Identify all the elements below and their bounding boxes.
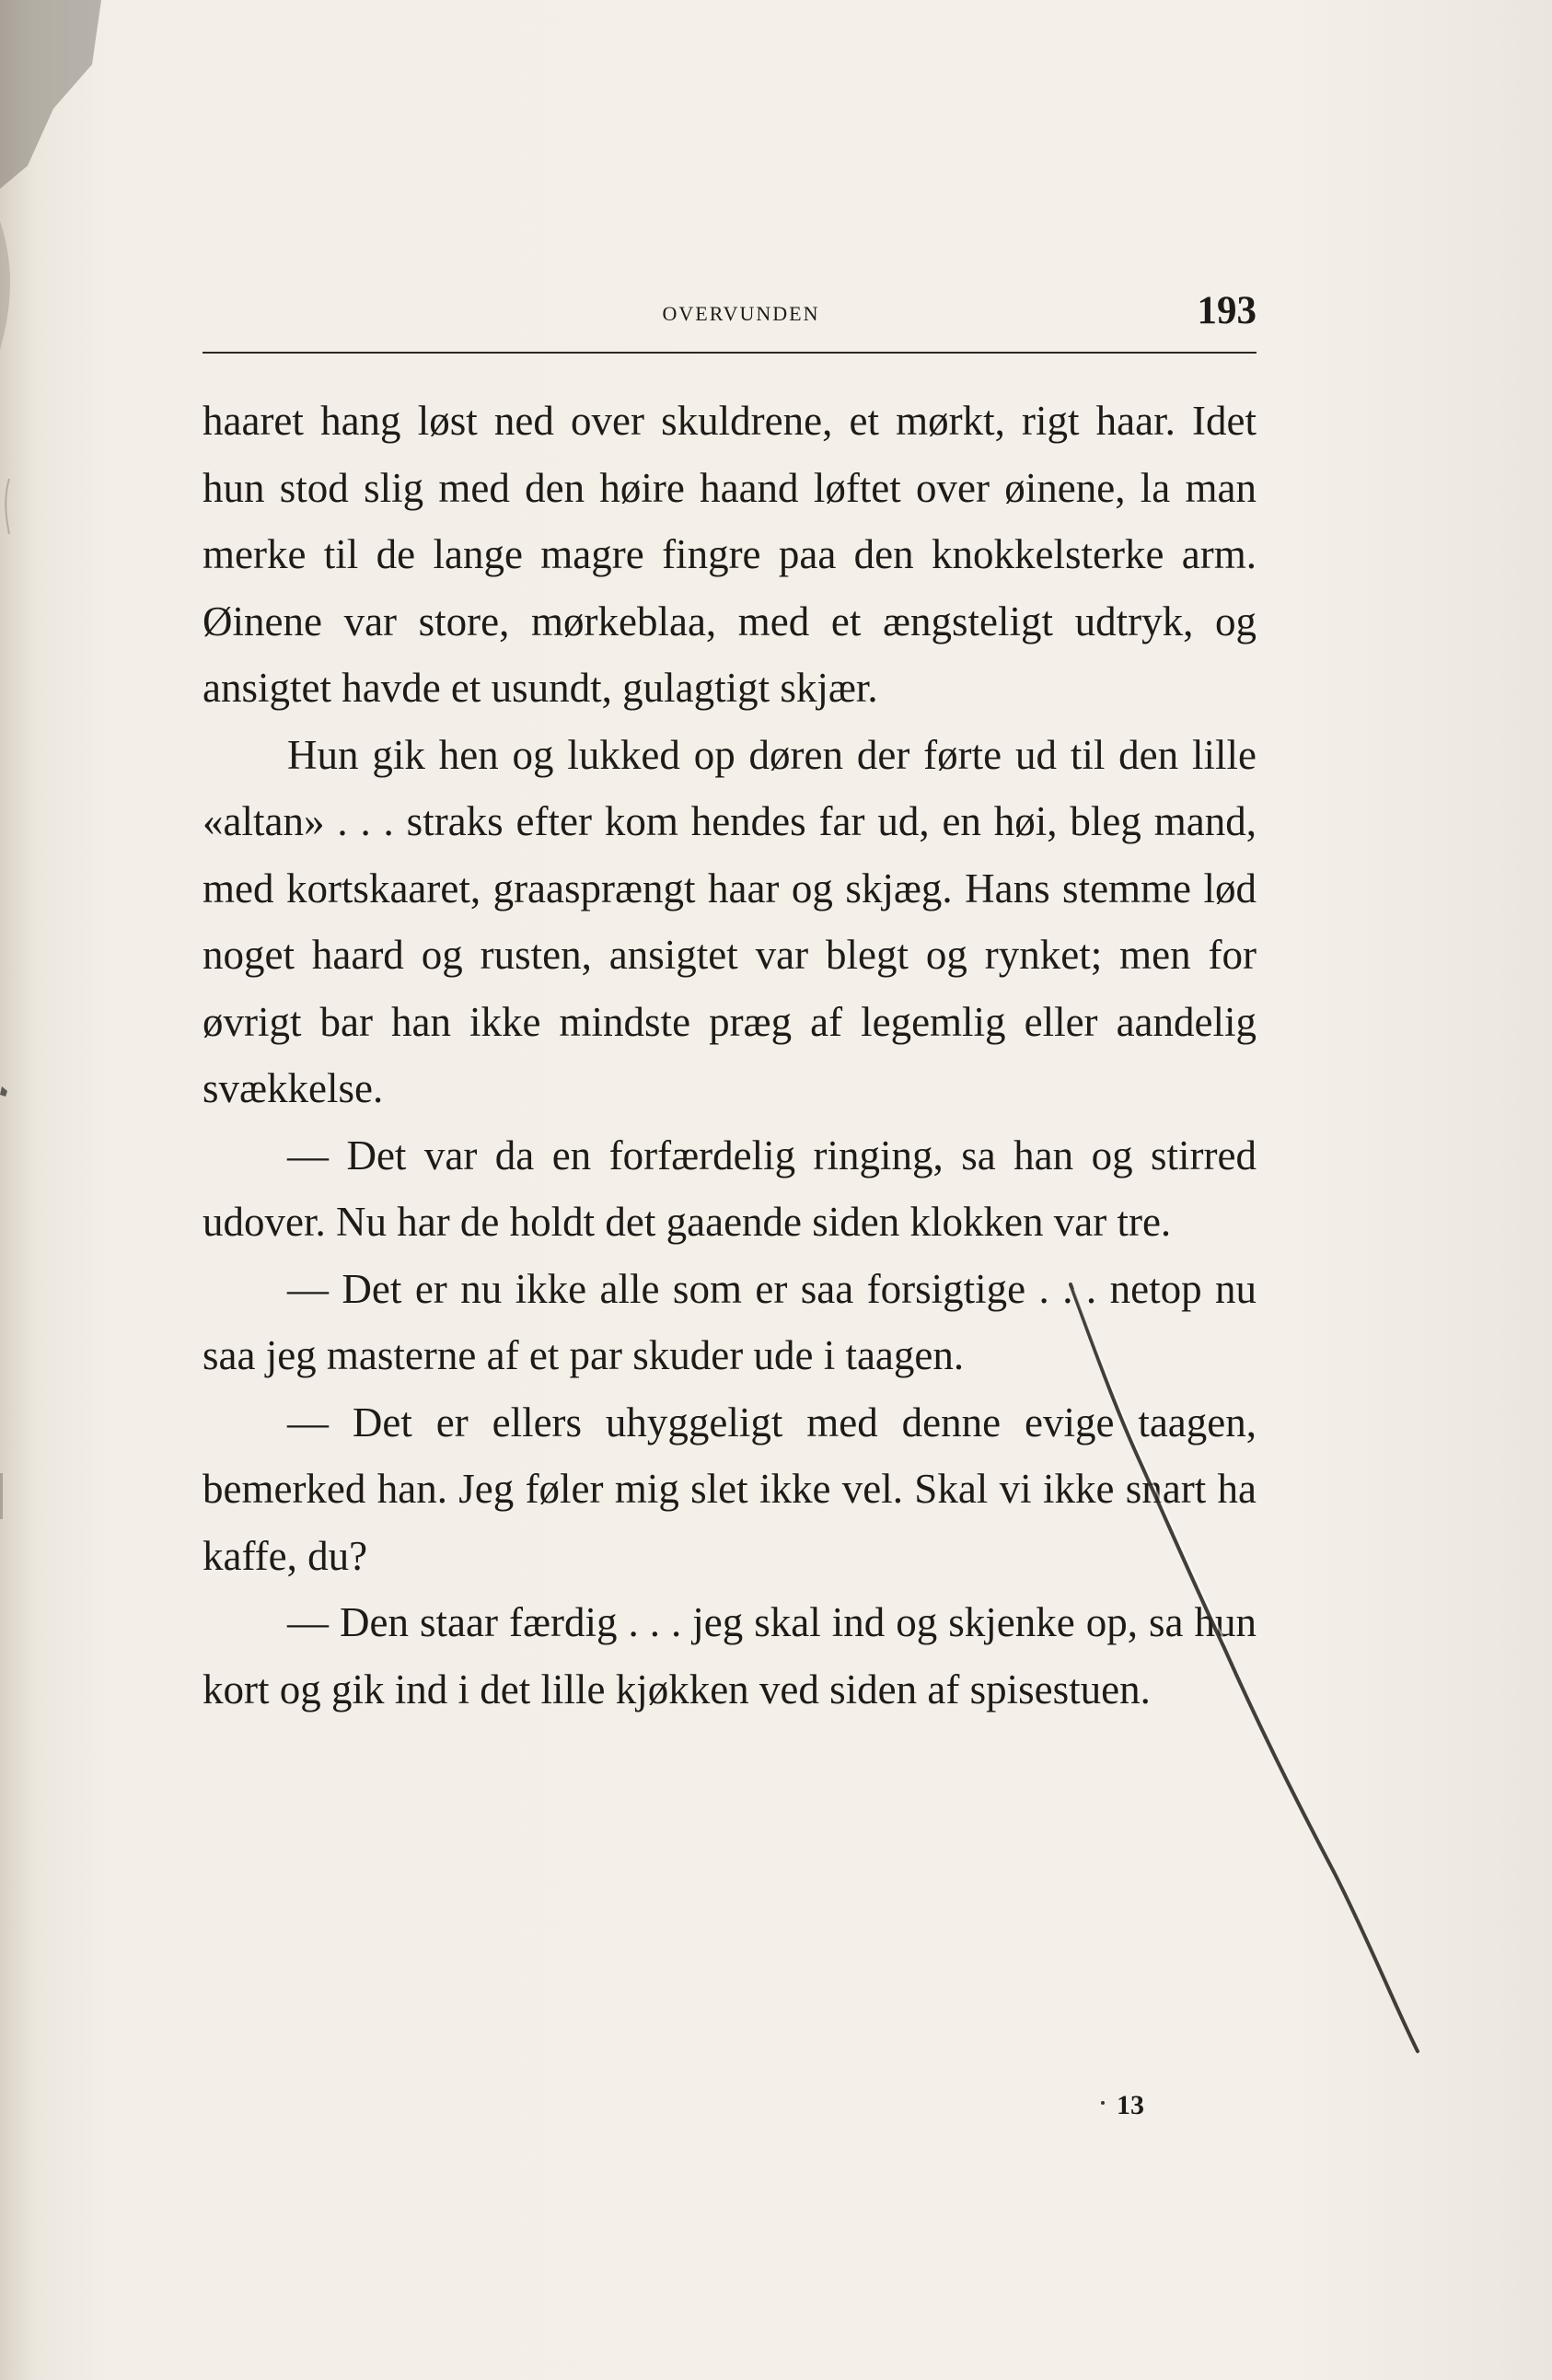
paragraph-6: — Den staar færdig . . . jeg skal ind og skjenke op, sa hun kort og gik ind i det lille kjøkken ved siden af spisestuen.: [203, 1599, 1257, 1712]
page-number: 193: [1197, 289, 1257, 332]
paragraph-2: Hun gik hen og lukked op døren der førte ud til den lille «altan» . . . straks efter kom hendes far ud, en høi, bleg mand, med kortskaaret, graasprængt haar og skjæg. Hans stemme lød noget haard og rusten, ansigtet var blegt og rynket; men for øvrigt bar han ikke mindste præg af legemlig eller aandelig svækkelse.: [203, 731, 1257, 1111]
running-title: OVERVUNDEN: [662, 302, 820, 325]
running-head: [203, 285, 1257, 354]
paragraph-3: — Det var da en forfærdelig ringing, sa han og stirred udover. Nu har de holdt det gaaende siden klokken var tre.: [203, 1132, 1257, 1245]
left-edge-stains: [0, 0, 110, 2380]
paragraph-4: — Det er nu ikke alle som er saa forsigtige . . . netop nu saa jeg masterne af et par skuder ude i taagen.: [203, 1265, 1257, 1378]
signature-dot: [1101, 2101, 1105, 2105]
text-block: [203, 388, 1257, 1723]
paragraph-1: haaret hang løst ned over skuldrene, et mørkt, rigt haar. Idet hun stod slig med den høire haand løftet over øinene, la man merke til de lange magre fingre paa den knokkelsterke arm. Øinene var store, mørkeblaa, med et ængsteligt udtryk, og ansigtet havde et usundt, gulagtigt skjær.: [203, 398, 1257, 711]
paragraph-5: — Det er ellers uhyggeligt med denne evige taagen, bemerked han. Jeg føler mig slet ikke vel. Skal vi ikke snart ha kaffe, du?: [203, 1399, 1257, 1579]
signature-mark: 13: [1117, 2090, 1144, 2120]
